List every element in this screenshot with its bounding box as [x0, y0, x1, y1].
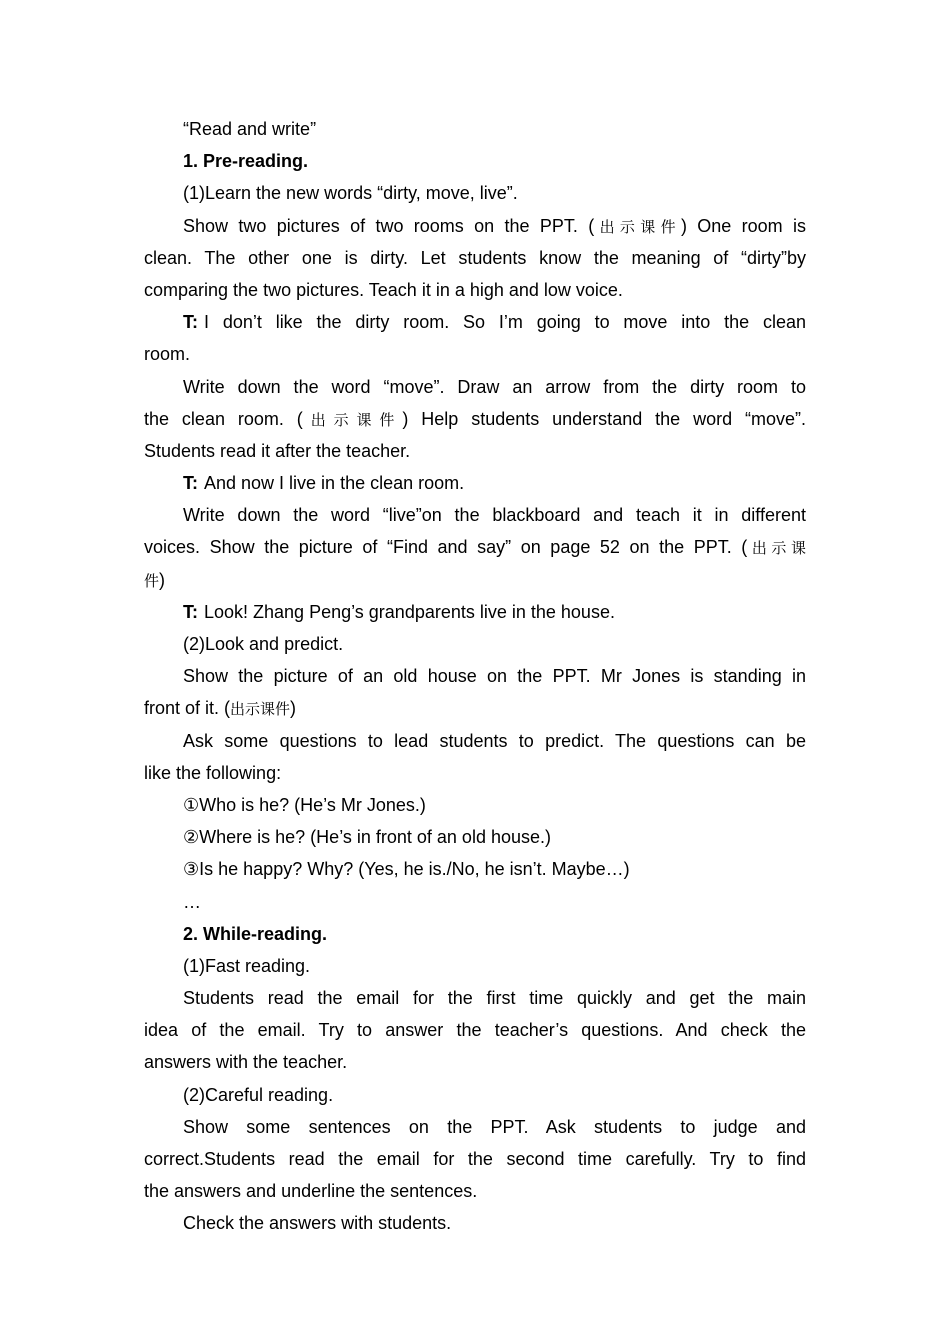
- text-line: [144, 145, 806, 177]
- text-line: [144, 950, 806, 982]
- line-text: And now I live in the clean room.: [204, 473, 465, 494]
- paragraph: [144, 306, 806, 370]
- line-text: Show some sentences on the PPT. Ask students to judge and: [183, 1116, 806, 1137]
- paragraph: [144, 371, 806, 468]
- paragraph: [144, 1111, 806, 1208]
- line-text: Students read it after the teacher.: [144, 440, 411, 461]
- text-line: [144, 242, 806, 274]
- paragraph: [144, 789, 806, 821]
- chinese-note: 出示课件: [594, 217, 681, 236]
- line-text: ③Is he happy? Why? (Yes, he is./No, he isn’t. Maybe…): [183, 859, 630, 880]
- text-line: [144, 499, 806, 531]
- speaker-label: T:: [183, 473, 198, 494]
- text-line: [144, 1079, 806, 1111]
- line-text: idea of the email. Try to answer the teacher’s questions. And check the: [144, 1020, 806, 1041]
- paragraph: [144, 950, 806, 982]
- paragraph: [144, 177, 806, 209]
- text-line: [144, 403, 806, 435]
- text-line: [144, 113, 806, 145]
- text-line: [144, 210, 806, 242]
- text-line: [144, 467, 806, 499]
- line-text: Students read the email for the first time quickly and get the main: [183, 988, 806, 1009]
- line-text: Look! Zhang Peng’s grandparents live in the house.: [204, 601, 615, 622]
- line-text: (1)Learn the new words “dirty, move, live”.: [183, 183, 518, 204]
- text-line: [144, 853, 806, 885]
- text-line: [144, 886, 806, 918]
- chinese-note: 出示课件: [302, 410, 403, 429]
- line-text: Show two pictures of two rooms on the PPT. (出示课件) One room is: [183, 215, 807, 236]
- line-text: I don’t like the dirty room. So I’m going to move into the clean: [204, 312, 806, 333]
- paragraph: [144, 628, 806, 660]
- document-body: [144, 113, 806, 1240]
- line-text: 1. Pre-reading.: [183, 151, 309, 172]
- text-line: [144, 177, 806, 209]
- line-text: Check the answers with students.: [183, 1213, 452, 1234]
- text-line: [144, 1175, 806, 1207]
- line-text: 件): [144, 569, 166, 590]
- text-line: [144, 564, 806, 596]
- text-line: [144, 371, 806, 403]
- line-text: like the following:: [144, 762, 282, 783]
- line-text: Ask some questions to lead students to predict. The questions can be: [183, 730, 806, 751]
- paragraph: [144, 1079, 806, 1111]
- paragraph: [144, 725, 806, 789]
- line-text: the answers and underline the sentences.: [144, 1181, 478, 1202]
- speaker-label: T:: [183, 601, 198, 622]
- line-text: Write down the word “move”. Draw an arrow from the dirty room to: [183, 376, 806, 397]
- text-line: [144, 1046, 806, 1078]
- speaker-label: T:: [183, 312, 198, 333]
- text-line: [144, 1207, 806, 1239]
- text-line: [144, 435, 806, 467]
- paragraph: [144, 853, 806, 885]
- line-text: Show the picture of an old house on the PPT. Mr Jones is standing in: [183, 666, 806, 687]
- text-line: [144, 982, 806, 1014]
- text-line: [144, 692, 806, 724]
- line-text: clean. The other one is dirty. Let students know the meaning of “dirty”by: [144, 247, 806, 268]
- line-text: …: [183, 891, 201, 912]
- text-line: [144, 306, 806, 338]
- paragraph: [144, 660, 806, 724]
- line-text: voices. Show the picture of “Find and say” on page 52 on the PPT. (出示课: [144, 537, 806, 558]
- line-text: (1)Fast reading.: [183, 955, 311, 976]
- text-line: [144, 274, 806, 306]
- line-text: ②Where is he? (He’s in front of an old house.): [183, 827, 551, 848]
- paragraph: [144, 499, 806, 596]
- chinese-note: 出示课件: [230, 700, 291, 719]
- text-line: [144, 628, 806, 660]
- line-text: front of it. (出示课件): [144, 698, 297, 719]
- text-line: [144, 1111, 806, 1143]
- line-text: Write down the word “live”on the blackboard and teach it in different: [183, 505, 806, 526]
- text-line: [144, 821, 806, 853]
- chinese-note: 件: [144, 571, 160, 590]
- line-text: “Read and write”: [183, 119, 317, 139]
- line-text: the clean room. (出示课件) Help students understand the word “move”.: [144, 408, 806, 429]
- paragraph: [144, 886, 806, 918]
- chinese-note: 出示课: [747, 539, 806, 558]
- text-line: [144, 660, 806, 692]
- paragraph: [144, 821, 806, 853]
- line-text: ①Who is he? (He’s Mr Jones.): [183, 794, 426, 815]
- text-line: [144, 918, 806, 950]
- line-text: answers with the teacher.: [144, 1052, 348, 1073]
- text-line: [144, 1014, 806, 1046]
- text-line: [144, 789, 806, 821]
- line-text: comparing the two pictures. Teach it in a high and low voice.: [144, 279, 623, 300]
- paragraph: [144, 467, 806, 499]
- line-text: correct.Students read the email for the second time carefully. Try to find: [144, 1149, 806, 1169]
- paragraph: [144, 1207, 806, 1239]
- text-line: [144, 338, 806, 370]
- text-line: [144, 725, 806, 757]
- section-heading: [144, 145, 806, 177]
- line-text: (2)Look and predict.: [183, 634, 344, 654]
- paragraph: [144, 210, 806, 307]
- section-heading: [144, 918, 806, 950]
- line-text: room.: [144, 344, 191, 365]
- line-text: 2. While-reading.: [183, 923, 328, 944]
- text-line: [144, 596, 806, 628]
- line-text: (2)Careful reading.: [183, 1084, 334, 1105]
- paragraph: [144, 113, 806, 145]
- paragraph: [144, 596, 806, 628]
- text-line: [144, 531, 806, 563]
- text-line: [144, 757, 806, 789]
- text-line: [144, 1143, 806, 1175]
- paragraph: [144, 982, 806, 1079]
